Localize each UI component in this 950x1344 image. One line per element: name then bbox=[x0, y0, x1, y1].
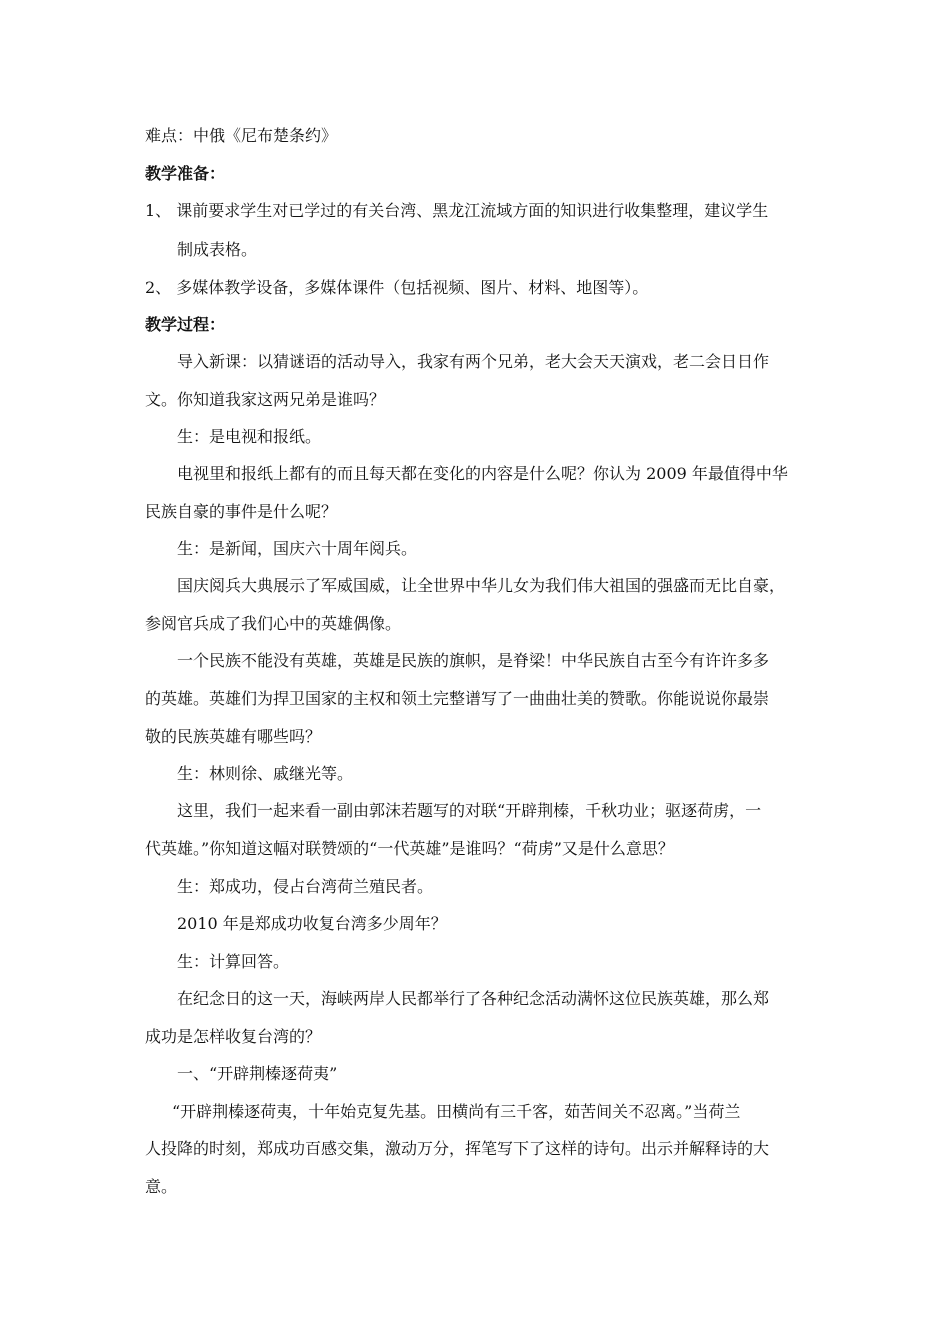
prep-item-1-line-2: 制成表格。 bbox=[177, 240, 258, 259]
paragraph-9: 生：郑成功，侵占台湾荷兰殖民者。 bbox=[177, 877, 434, 896]
paragraph-6-line-2: 的英雄。英雄们为捍卫国家的主权和领土完整谱写了一曲曲壮美的赞歌。你能说说你最崇 bbox=[145, 689, 770, 708]
paragraph-12-line-2: 成功是怎样收复台湾的？ bbox=[145, 1027, 322, 1046]
paragraph-7: 生：林则徐、戚继光等。 bbox=[177, 764, 354, 783]
paragraph-6-line-1: 一个民族不能没有英雄，英雄是民族的旗帜，是脊梁！中华民族自古至今有许许多多 bbox=[177, 651, 770, 670]
paragraph-5-line-2: 参阅官兵成了我们心中的英雄偶像。 bbox=[145, 614, 402, 633]
process-heading: 教学过程： bbox=[145, 315, 226, 334]
paragraph-8-line-1: 这里，我们一起来看一副由郭沫若题写的对联“开辟荆榛，千秋功业；驱逐荷虏，一 bbox=[177, 801, 762, 820]
paragraph-3-line-2: 民族自豪的事件是什么呢？ bbox=[145, 502, 338, 521]
prep-item-1-line-1: 1、 课前要求学生对已学过的有关台湾、黑龙江流域方面的知识进行收集整理，建议学生 bbox=[145, 201, 769, 220]
paragraph-5-line-1: 国庆阅兵大典展示了军威国威，让全世界中华儿女为我们伟大祖国的强盛而无比自豪， bbox=[177, 576, 786, 595]
paragraph-3-line-1: 电视里和报纸上都有的而且每天都在变化的内容是什么呢？你认为 2009 年最值得中华 bbox=[177, 464, 788, 483]
paragraph-1-line-1: 导入新课：以猜谜语的活动导入，我家有两个兄弟，老大会天天演戏，老二会日日作 bbox=[177, 352, 770, 371]
paragraph-8-line-2: 代英雄。”你知道这幅对联赞颂的“一代英雄”是谁吗？“荷虏”又是什么意思？ bbox=[145, 839, 674, 858]
paragraph-6-line-3: 敬的民族英雄有哪些吗？ bbox=[145, 727, 322, 746]
paragraph-10: 2010 年是郑成功收复台湾多少周年？ bbox=[177, 914, 447, 933]
paragraph-13-line-3: 意。 bbox=[145, 1177, 178, 1196]
section-1-heading: 一、“开辟荆榛逐荷夷” bbox=[177, 1064, 338, 1083]
paragraph-2: 生：是电视和报纸。 bbox=[177, 427, 322, 446]
paragraph-13-line-2: 人投降的时刻，郑成功百感交集，激动万分，挥笔写下了这样的诗句。出示并解释诗的大 bbox=[145, 1139, 770, 1158]
prep-item-2: 2、 多媒体教学设备，多媒体课件（包括视频、图片、材料、地图等）。 bbox=[145, 278, 649, 297]
difficulty-line: 难点：中俄《尼布楚条约》 bbox=[145, 126, 338, 145]
paragraph-13-line-1: “开辟荆榛逐荷夷，十年始克复先基。田横尚有三千客，茹苦间关不忍离。”当荷兰 bbox=[172, 1102, 741, 1121]
paragraph-11: 生：计算回答。 bbox=[177, 952, 290, 971]
paragraph-4: 生：是新闻，国庆六十周年阅兵。 bbox=[177, 539, 418, 558]
prep-heading: 教学准备： bbox=[145, 164, 226, 183]
paragraph-12-line-1: 在纪念日的这一天，海峡两岸人民都举行了各种纪念活动满怀这位民族英雄，那么郑 bbox=[177, 989, 770, 1008]
paragraph-1-line-2: 文。你知道我家这两兄弟是谁吗？ bbox=[145, 390, 386, 409]
